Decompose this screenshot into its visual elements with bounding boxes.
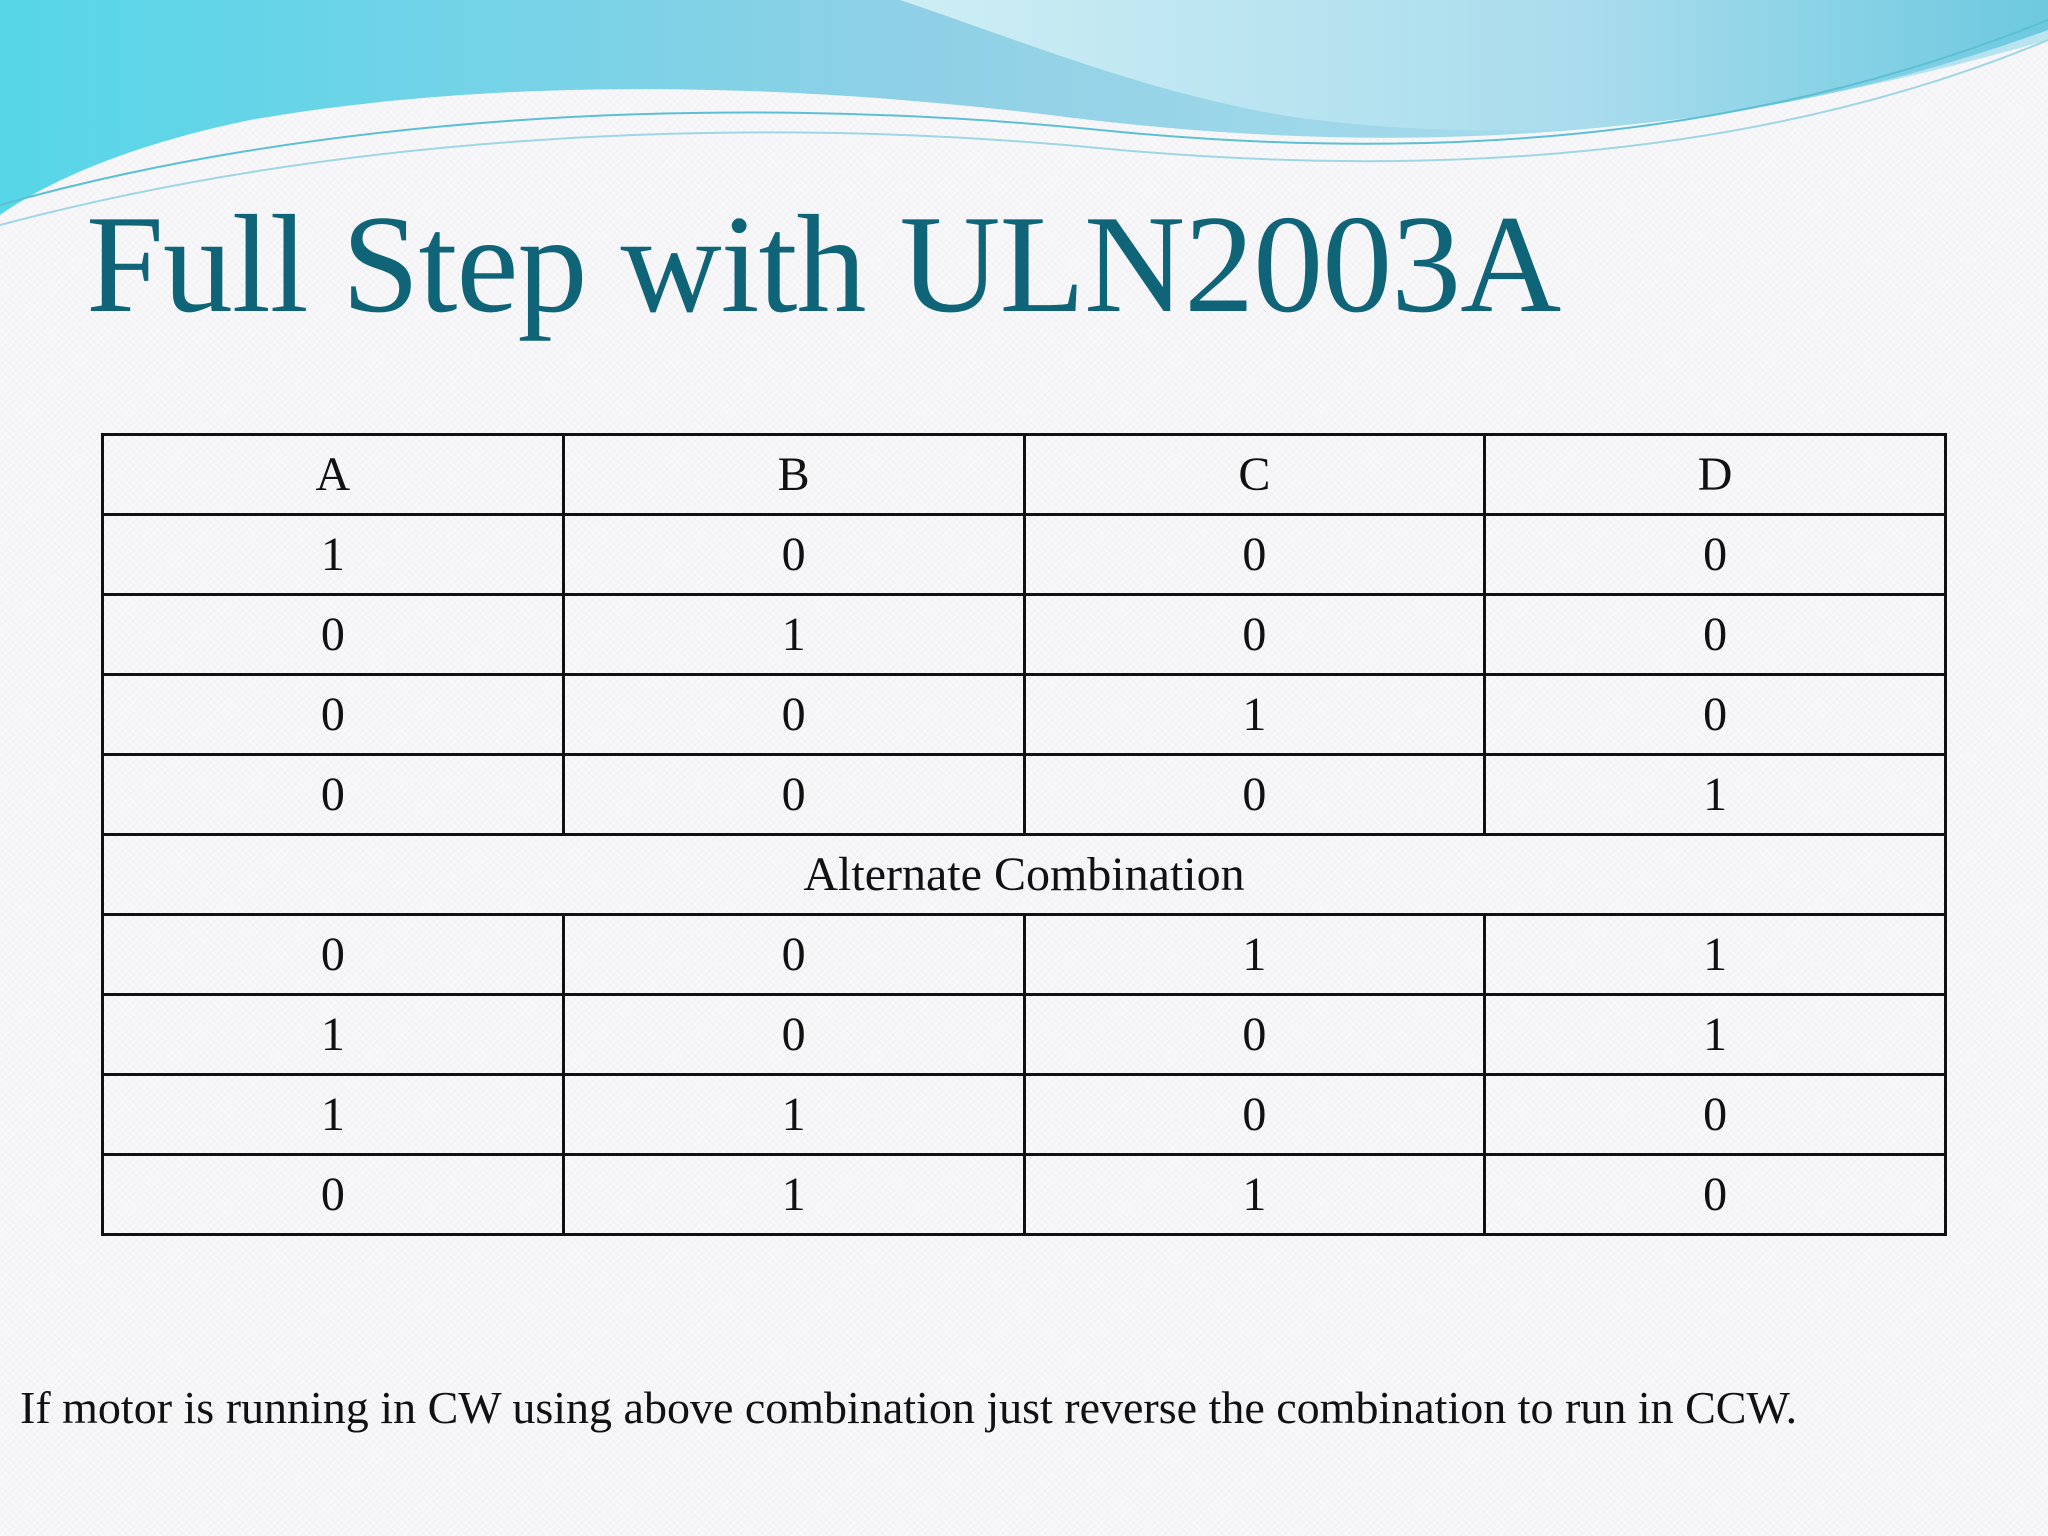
table-cell: 1	[1485, 995, 1946, 1075]
table-row	[103, 1075, 1946, 1155]
table-cell: 0	[563, 675, 1024, 755]
table-row	[103, 915, 1946, 995]
table-cell: 1	[103, 995, 564, 1075]
table-cell: 0	[103, 675, 564, 755]
table-cell: 0	[563, 755, 1024, 835]
table-row	[103, 755, 1946, 835]
table-cell: 1	[563, 1075, 1024, 1155]
footnote-text: If motor is running in CW using above combination just reverse the combination to run in CCW.	[20, 1382, 1798, 1433]
header-cell-c: C	[1024, 435, 1485, 515]
table-row	[103, 675, 1946, 755]
table-cell: 0	[1024, 995, 1485, 1075]
table-cell: 1	[1485, 915, 1946, 995]
table-cell: 0	[1024, 755, 1485, 835]
table-cell: 1	[563, 595, 1024, 675]
table-cell: 0	[1024, 515, 1485, 595]
table-cell: 0	[1024, 595, 1485, 675]
table-cell: 1	[1024, 915, 1485, 995]
table-cell: 1	[563, 1155, 1024, 1235]
alternate-combination-label: Alternate Combination	[103, 835, 1946, 915]
table-cell: 1	[1485, 755, 1946, 835]
table-cell: 0	[1485, 675, 1946, 755]
table-cell: 0	[1485, 1075, 1946, 1155]
truth-table	[101, 433, 1947, 1236]
table-header-row	[103, 435, 1946, 515]
table-row	[103, 515, 1946, 595]
table-cell: 0	[103, 1155, 564, 1235]
table-cell: 1	[1024, 1155, 1485, 1235]
table-row	[103, 595, 1946, 675]
header-cell-d: D	[1485, 435, 1946, 515]
table-cell: 0	[103, 755, 564, 835]
header-cell-b: B	[563, 435, 1024, 515]
table-cell: 1	[103, 1075, 564, 1155]
table-cell: 0	[563, 915, 1024, 995]
table-cell: 0	[1485, 515, 1946, 595]
table-row	[103, 995, 1946, 1075]
table-cell: 0	[1485, 595, 1946, 675]
table-cell: 0	[563, 995, 1024, 1075]
table-cell: 0	[563, 515, 1024, 595]
table-cell: 0	[103, 595, 564, 675]
table-cell: 0	[1485, 1155, 1946, 1235]
table-row	[103, 1155, 1946, 1235]
table-cell: 1	[1024, 675, 1485, 755]
table-cell: 0	[103, 915, 564, 995]
section-row	[103, 835, 1946, 915]
slide-title: Full Step with ULN2003A	[86, 187, 1561, 342]
header-cell-a: A	[103, 435, 564, 515]
table-cell: 1	[103, 515, 564, 595]
table-cell: 0	[1024, 1075, 1485, 1155]
